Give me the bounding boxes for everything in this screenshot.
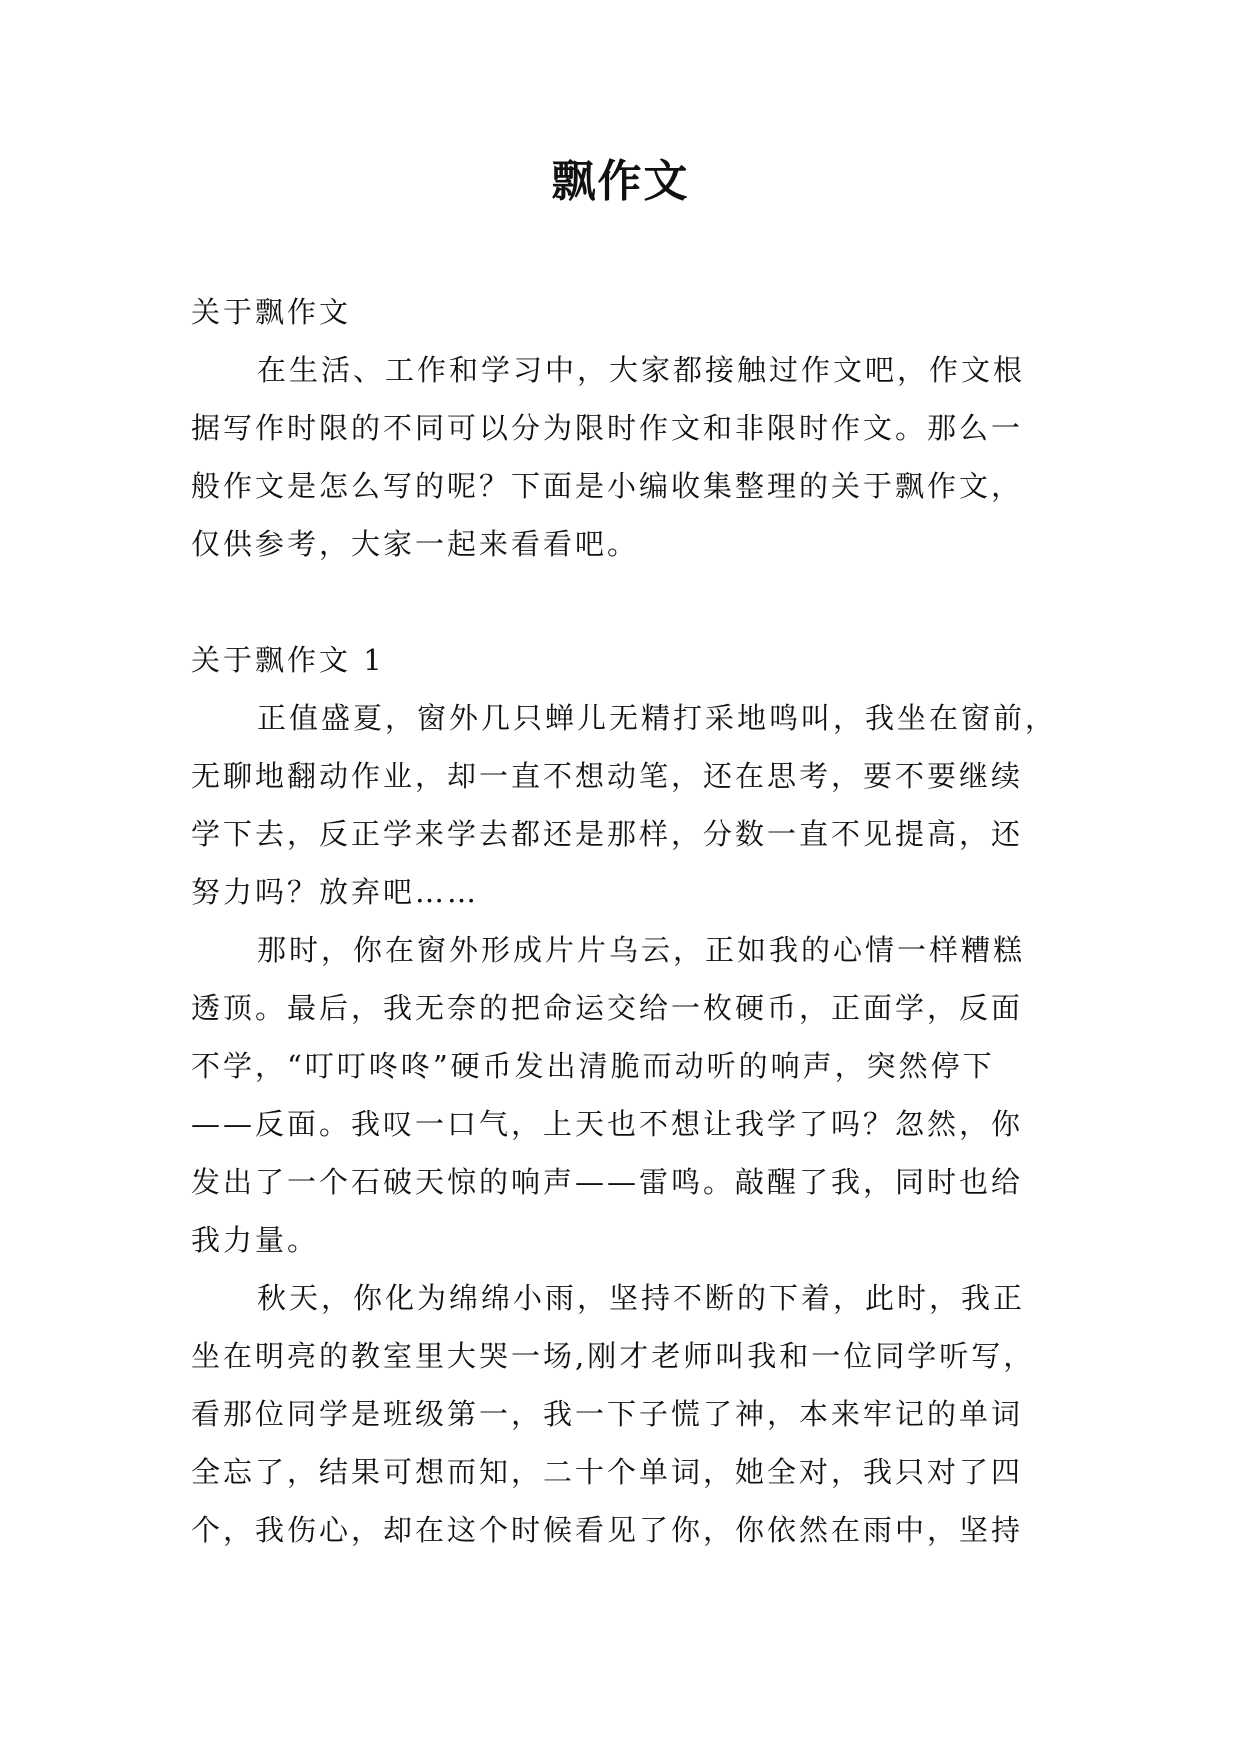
paragraph-line: 全忘了，结果可想而知，二十个单词，她全对，我只对了四: [191, 1455, 1024, 1489]
paragraph-line: 努力吗？放弃吧……: [191, 875, 480, 909]
document-title: 飘作文: [551, 156, 690, 207]
section-heading: 关于飘作文 1: [191, 643, 385, 677]
paragraph-line: 正值盛夏，窗外几只蝉儿无精打采地鸣叫，我坐在窗前，: [257, 701, 1058, 735]
intro-paragraph: [191, 341, 1051, 573]
paragraph-line: 我力量。: [191, 1223, 320, 1257]
paragraph-line: ——反面。我叹一口气，上天也不想让我学了吗？忽然，你: [191, 1107, 1024, 1141]
paragraph-1: [191, 689, 1058, 921]
paragraph-line: 那时，你在窗外形成片片乌云，正如我的心情一样糟糕: [257, 933, 1026, 967]
intro-line: 据写作时限的不同可以分为限时作文和非限时作文。那么一: [191, 411, 1024, 445]
intro-line: 般作文是怎么写的呢？下面是小编收集整理的关于飘作文，: [191, 469, 1024, 503]
intro-line: 在生活、工作和学习中，大家都接触过作文吧，作文根: [257, 353, 1026, 387]
paragraph-line: 坐在明亮的教室里大哭一场,刚才老师叫我和一位同学听写，: [191, 1339, 1036, 1373]
paragraph-line: 看那位同学是班级第一，我一下子慌了神，本来牢记的单词: [191, 1397, 1024, 1431]
intro-line: 仅供参考，大家一起来看看吧。: [191, 527, 640, 561]
document-body: [191, 283, 1058, 1559]
paragraph-2: [191, 921, 1051, 1269]
paragraph-3: [191, 1269, 1051, 1559]
paragraph-line: 发出了一个石破天惊的响声——雷鸣。敲醒了我，同时也给: [191, 1165, 1024, 1199]
intro-heading: 关于飘作文: [191, 295, 352, 329]
paragraph-line: 无聊地翻动作业，却一直不想动笔，还在思考，要不要继续: [191, 759, 1024, 793]
paragraph-line: 秋天，你化为绵绵小雨，坚持不断的下着，此时，我正: [257, 1281, 1026, 1315]
paragraph-line: 学下去，反正学来学去都还是那样，分数一直不见提高，还: [191, 817, 1024, 851]
paragraph-line: 个，我伤心，却在这个时候看见了你，你依然在雨中，坚持: [191, 1513, 1024, 1547]
paragraph-line: 不学，“叮叮咚咚”硬币发出清脆而动听的响声，突然停下: [191, 1049, 995, 1083]
paragraph-line: 透顶。最后，我无奈的把命运交给一枚硬币，正面学，反面: [191, 991, 1024, 1025]
section-spacer: [191, 573, 1051, 631]
